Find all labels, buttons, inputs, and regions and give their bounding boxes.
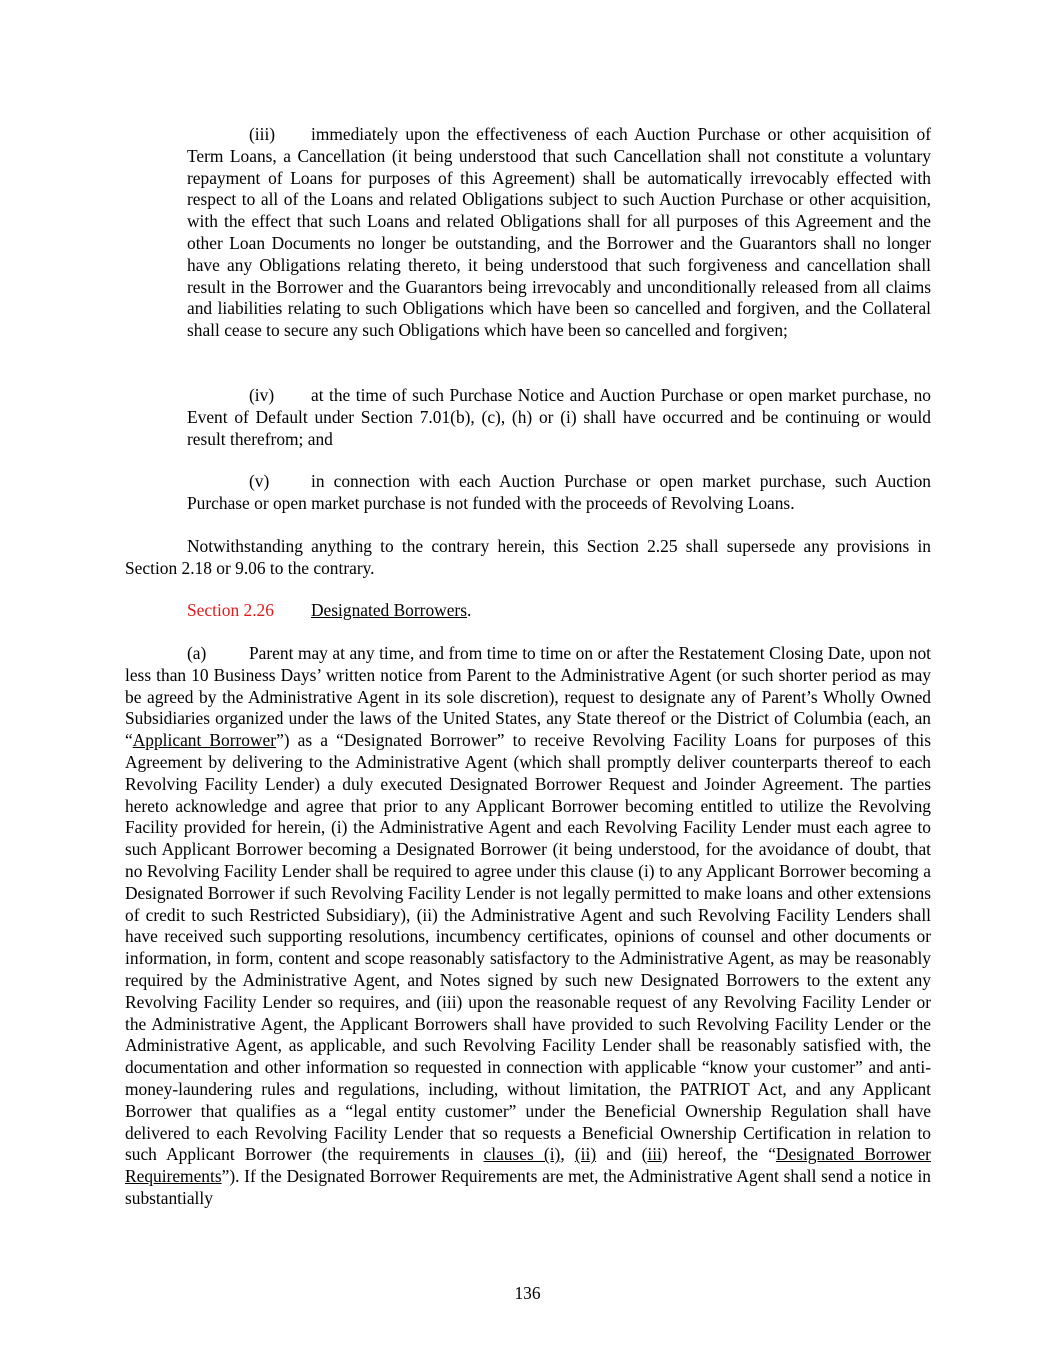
paragraph-iv xyxy=(187,385,931,450)
paragraph-a-text-1: Parent may at any time, and from time to time on or after the Restatement Closing Date, upon not less than 10 Business Days’ written notice from Parent to the Administrative Agent (or such shorter period as may be agreed by the Administrative Agent in its sole discretion), request to designate any of Parent’s Wholly Owned Subsidiaries organized under the laws of the United States, any State thereof or the District of Columbia (each, an “ xyxy=(125,643,931,751)
paragraph-a-text-3: , xyxy=(560,1144,575,1165)
paragraph-a xyxy=(125,643,931,1210)
notwithstanding-paragraph xyxy=(125,536,931,580)
paragraph-iv-text: at the time of such Purchase Notice and Auction Purchase or open market purchase, no Event of Default under Section 7.01(b), (c), (h) or (i) shall have occurred and be continuing or would result therefrom; and xyxy=(187,385,931,449)
paragraph-a-text-6: ”). If the Designated Borrower Requirements are met, the Administrative Agent shall send a notice in substantially xyxy=(125,1166,931,1208)
paragraph-v xyxy=(187,471,931,515)
paragraph-a-text-2: ”) as a “Designated Borrower” to receive Revolving Facility Loans for purposes of this Agreement by delivering to the Administrative Agent (which shall promptly deliver counterparts thereof to each Revolving Facility Lender) a duly executed Designated Borrower Request and Joinder Agreement. The parties hereto acknowledge and agree that prior to any Applicant Borrower becoming entitled to utilize the Revolving Facility provided for herein, (i) the Administrative Agent and each Revolving Facility Lender must each agree to such Applicant Borrower becoming a Designated Borrower (it being understood, for the avoidance of doubt, that no Revolving Facility Lender shall be required to agree under this clause (i) to any Applicant Borrower becoming a Designated Borrower if such Revolving Facility Lender is not legally permitted to make loans and other extensions of credit to such Restricted Subsidiary), (ii) the Administrative Agent and such Revolving Facility Lenders shall have received such supporting resolutions, incumbency certificates, opinions of counsel and other documents or information, in form, content and scope reasonably satisfactory to the Administrative Agent, as may be reasonably required by the Administrative Agent, and Notes signed by such new Designated Borrowers to the extent any Revolving Facility Lender so requires, and (iii) upon the reasonable request of any Revolving Facility Lender or the Administrative Agent, the Applicant Borrowers shall have provided to such Revolving Facility Lender or the Administrative Agent, as applicable, and such Revolving Facility Lender shall be reasonably satisfied with, the documentation and other information so requested in connection with applicable “know your customer” and anti-money-laundering rules and regulations, including, without limitation, the PATRIOT Act, and any Applicant Borrower that qualifies as a “legal entity customer” under the Beneficial Ownership Regulation shall have delivered to each Revolving Facility Lender that so requests a Beneficial Ownership Certification in relation to such Applicant Borrower (the requirements in xyxy=(125,730,931,1165)
paragraph-v-text: in connection with each Auction Purchase or open market purchase, such Auction Purchase or open market purchase is not funded with the proceeds of Revolving Loans. xyxy=(187,471,931,513)
section-heading xyxy=(125,600,931,622)
paragraph-iv-label: (iv) xyxy=(249,385,275,405)
paragraph-a-text-4: and ( xyxy=(596,1144,648,1165)
section-number: Section 2.26 xyxy=(187,600,274,620)
page-number: 136 xyxy=(514,1283,541,1303)
paragraph-a-label: (a) xyxy=(187,643,207,663)
clause-ii-ref: (ii) xyxy=(574,1144,597,1165)
clauses-i-ref: clauses (i) xyxy=(483,1144,561,1165)
paragraph-iii xyxy=(187,124,931,342)
paragraph-v-label: (v) xyxy=(249,471,270,491)
paragraph-iii-label: (iii) xyxy=(249,124,276,144)
notwithstanding-text: Notwithstanding anything to the contrary herein, this Section 2.25 shall supersede any provisions in Section 2.18 or 9.06 to the contrary. xyxy=(125,536,931,578)
paragraph-iii-text: immediately upon the effectiveness of each Auction Purchase or other acquisition of Term Loans, a Cancellation (it being understood that such Cancellation shall not constitute a voluntary repayment of Loans for purposes of this Agreement) shall be automatically irrevocably effected with respect to all of the Loans and related Obligations subject to such Auction Purchase or other acquisition, with the effect that such Loans and related Obligations shall for all purposes of this Agreement and the other Loan Documents no longer be outstanding, and the Borrower and the Guarantors shall no longer have any Obligations relating thereto, it being understood that such forgiveness and cancellation shall result in the Borrower and the Guarantors being irrevocably and unconditionally released from all claims and liabilities relating to such Obligations which have been so cancelled and forgiven, and the Collateral shall cease to secure any such Obligations which have been so cancelled and forgiven; xyxy=(187,124,931,341)
section-title-period: . xyxy=(467,600,472,620)
paragraph-a-text-5: ) hereof, the “ xyxy=(661,1144,776,1165)
designated-borrower-requirements-term: Designated Borrower Requirements xyxy=(125,1144,931,1187)
clause-iii-ref: iii xyxy=(647,1144,662,1165)
applicant-borrower-term: Applicant Borrower xyxy=(132,730,277,751)
section-title: Designated Borrowers xyxy=(311,600,467,620)
